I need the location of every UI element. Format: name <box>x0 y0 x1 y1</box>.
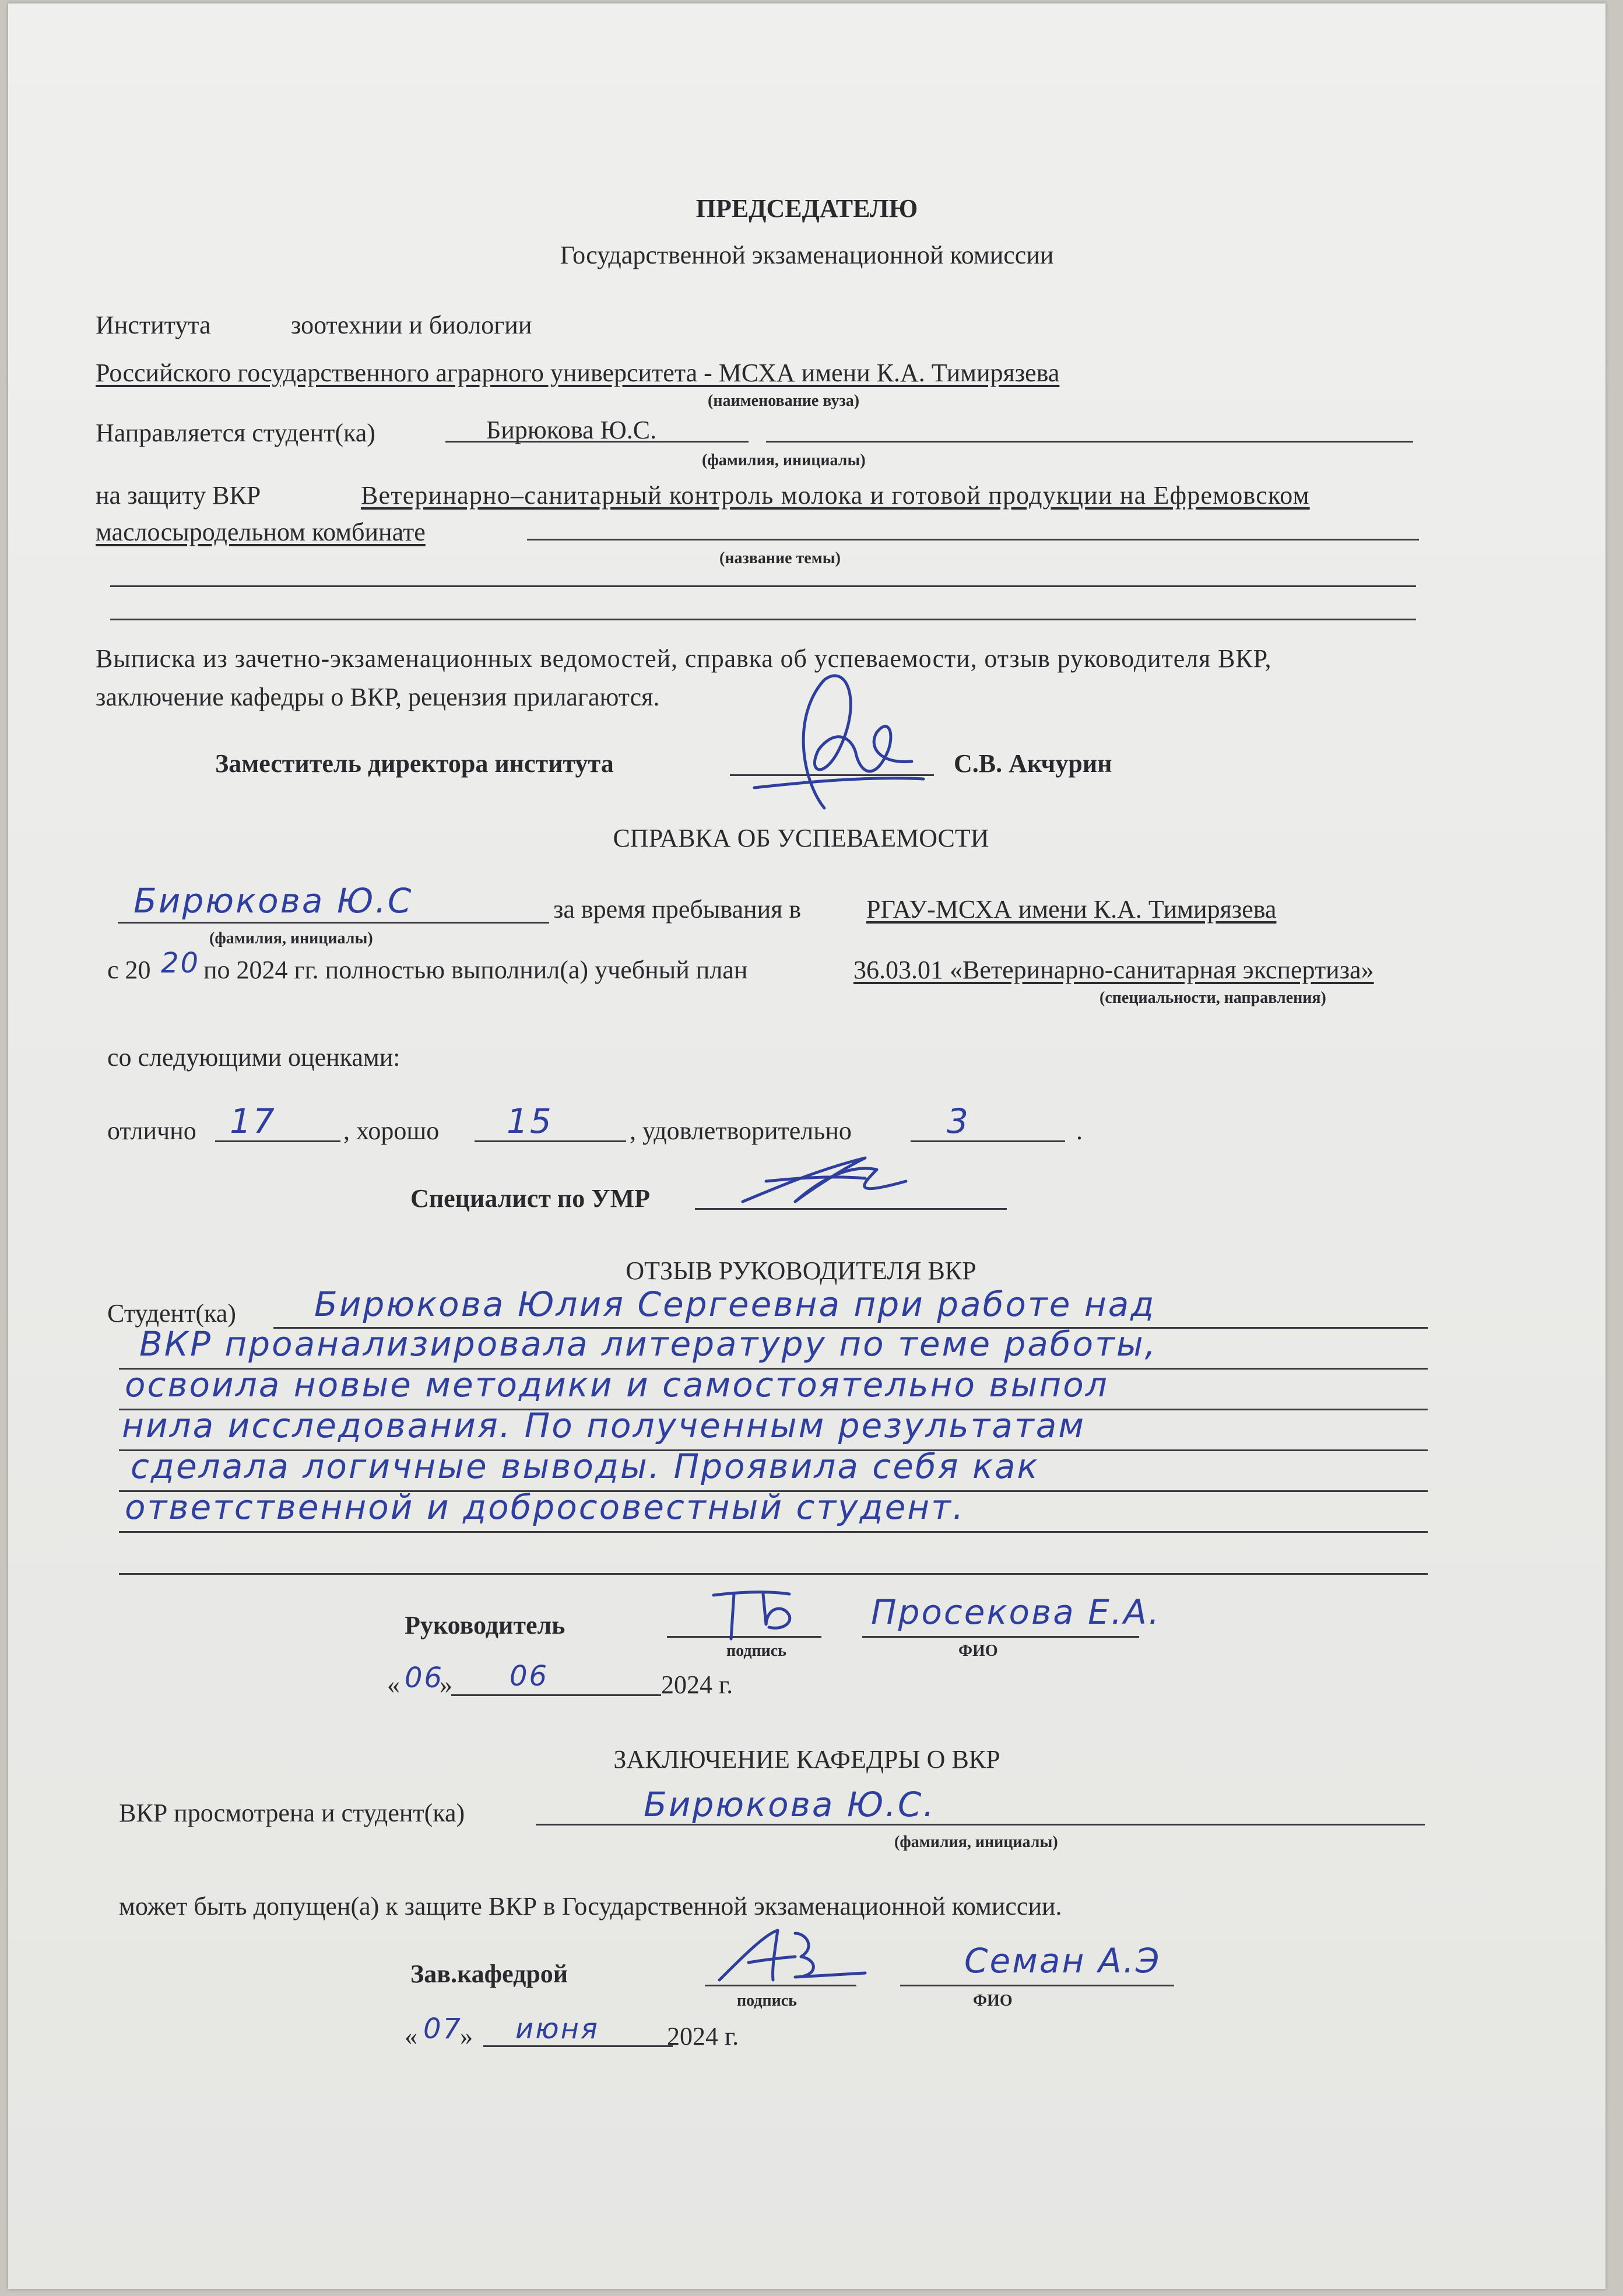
addressee-title: ПРЕДСЕДАТЕЛЮ <box>695 194 918 223</box>
performance-student-line <box>118 922 549 924</box>
conclusion-date-open: « <box>405 2022 417 2051</box>
grades-intro: со следующими оценками: <box>107 1043 401 1072</box>
department-head-fio-line <box>900 1985 1174 1986</box>
conclusion-date-close: » <box>460 2022 473 2051</box>
supervisor-label: Руководитель <box>405 1611 565 1640</box>
topic-line-2: маслосыродельном комбинате <box>96 518 426 546</box>
conclusion-student-hw: Бирюкова Ю.С. <box>644 1785 936 1824</box>
review-text-line-6: ответственной и добросовестный студент. <box>125 1487 965 1527</box>
review-text-line-2: ВКР проанализировала литературу по теме работы, <box>139 1324 1158 1364</box>
review-title: ОТЗЫВ РУКОВОДИТЕЛЯ ВКР <box>626 1256 976 1285</box>
performance-student-hw: Бирюкова Ю.С <box>134 881 413 921</box>
topic-blank-line-1 <box>110 585 1416 587</box>
review-line-7 <box>119 1573 1428 1575</box>
supervisor-name-hw: Просекова Е.А. <box>871 1592 1161 1632</box>
period-year-hw: 20 <box>161 947 201 980</box>
specialist-label: Специалист по УМР <box>410 1184 650 1213</box>
excellent-count: 17 <box>230 1101 276 1141</box>
review-date-day: 06 <box>405 1662 444 1694</box>
conclusion-date-day: 07 <box>423 2013 463 2045</box>
review-text-line-5: сделала логичные выводы. Проявила себя как <box>131 1447 1039 1486</box>
institute-label: Института <box>96 311 211 339</box>
review-line-6 <box>119 1531 1428 1533</box>
review-date-open: « <box>387 1670 400 1699</box>
student-label: Направляется студент(ка) <box>96 419 375 447</box>
review-student-label: Студент(ка) <box>107 1299 236 1328</box>
excellent-label: отлично <box>107 1117 196 1145</box>
department-head-signature-caption: подпись <box>737 1992 797 2010</box>
topic-blank-line-2 <box>110 619 1416 620</box>
addressee-subtitle: Государственной экзаменационной комиссии <box>560 241 1054 269</box>
conclusion-name-caption: (фамилия, инициалы) <box>894 1833 1058 1851</box>
admission-text: может быть допущен(а) к защите ВКР в Государственной экзаменационной комиссии. <box>119 1892 1062 1921</box>
supervisor-signature-caption: подпись <box>726 1642 786 1660</box>
topic-caption: (название темы) <box>719 549 841 567</box>
department-head-name-hw: Семан А.Э <box>964 1941 1161 1981</box>
student-caption: (фамилия, инициалы) <box>702 451 866 469</box>
program-caption: (специальности, направления) <box>1099 989 1326 1007</box>
deputy-signature <box>737 662 935 826</box>
conclusion-title: ЗАКЛЮЧЕНИЕ КАФЕДРЫ О ВКР <box>613 1745 1000 1774</box>
department-head-fio-caption: ФИО <box>973 1992 1013 2010</box>
university-caption: (наименование вуза) <box>708 392 860 410</box>
specialist-signature <box>731 1146 918 1216</box>
program-name: 36.03.01 «Ветеринарно-санитарная экспертиза» <box>853 956 1374 984</box>
document-page <box>8 3 1606 2289</box>
review-date-close: » <box>440 1670 452 1699</box>
student-extra-line <box>766 441 1413 443</box>
review-date-month-line <box>451 1694 661 1696</box>
good-label: , хорошо <box>343 1117 440 1145</box>
review-text-line-1: Бирюкова Юлия Сергеевна при работе над <box>314 1284 1156 1324</box>
satisfactory-count: 3 <box>947 1101 970 1141</box>
performance-title: СПРАВКА ОБ УСПЕВАЕМОСТИ <box>613 824 989 852</box>
supervisor-fio-line <box>862 1636 1139 1638</box>
review-date-year: 2024 г. <box>661 1670 733 1699</box>
grades-end-mark: . <box>1076 1117 1083 1145</box>
stay-text: за время пребывания в <box>553 895 802 924</box>
performance-name-caption: (фамилия, инициалы) <box>209 929 373 947</box>
topic-label: на защиту ВКР <box>96 481 261 510</box>
deputy-label: Заместитель директора института <box>215 749 614 778</box>
conclusion-reviewed-label: ВКР просмотрена и студент(ка) <box>119 1799 465 1827</box>
institute-name: зоотехнии и биологии <box>291 311 532 339</box>
department-head-label: Зав.кафедрой <box>410 1960 568 1988</box>
good-count: 15 <box>507 1101 553 1141</box>
student-name: Бирюкова Ю.С. <box>486 416 657 444</box>
period-prefix: с 20 <box>107 956 151 984</box>
conclusion-date-month: июня <box>515 2013 599 2045</box>
university-name: Российского государственного аграрного университета - МСХА имени К.А. Тимирязева <box>96 359 1060 387</box>
university-short: РГАУ-МСХА имени К.А. Тимирязева <box>866 895 1277 924</box>
period-suffix: по 2024 гг. полностью выполнил(а) учебный план <box>203 956 748 984</box>
deputy-name: С.В. Акчурин <box>954 749 1112 778</box>
attachments-line-1: Выписка из зачетно-экзаменационных ведомостей, справка об успеваемости, отзыв руководителя ВКР, <box>96 644 1272 673</box>
attachments-line-2: заключение кафедры о ВКР, рецензия прилагаются. <box>96 683 660 711</box>
conclusion-date-year: 2024 г. <box>667 2022 739 2051</box>
topic-line-1: Ветеринарно–санитарный контроль молока и готовой продукции на Ефремовском <box>361 481 1310 510</box>
supervisor-signature <box>702 1584 807 1648</box>
review-text-line-4: нила исследования. По полученным результатам <box>122 1406 1086 1445</box>
department-head-signature <box>708 1922 871 1992</box>
review-text-line-3: освоила новые методики и самостоятельно выпол <box>125 1365 1109 1405</box>
satisfactory-line <box>911 1140 1065 1142</box>
conclusion-date-month-line <box>483 2045 673 2047</box>
satisfactory-label: , удовлетворительно <box>630 1117 852 1145</box>
review-date-month: 06 <box>510 1660 549 1693</box>
supervisor-fio-caption: ФИО <box>958 1642 998 1660</box>
topic-line-2-fill <box>527 539 1419 540</box>
